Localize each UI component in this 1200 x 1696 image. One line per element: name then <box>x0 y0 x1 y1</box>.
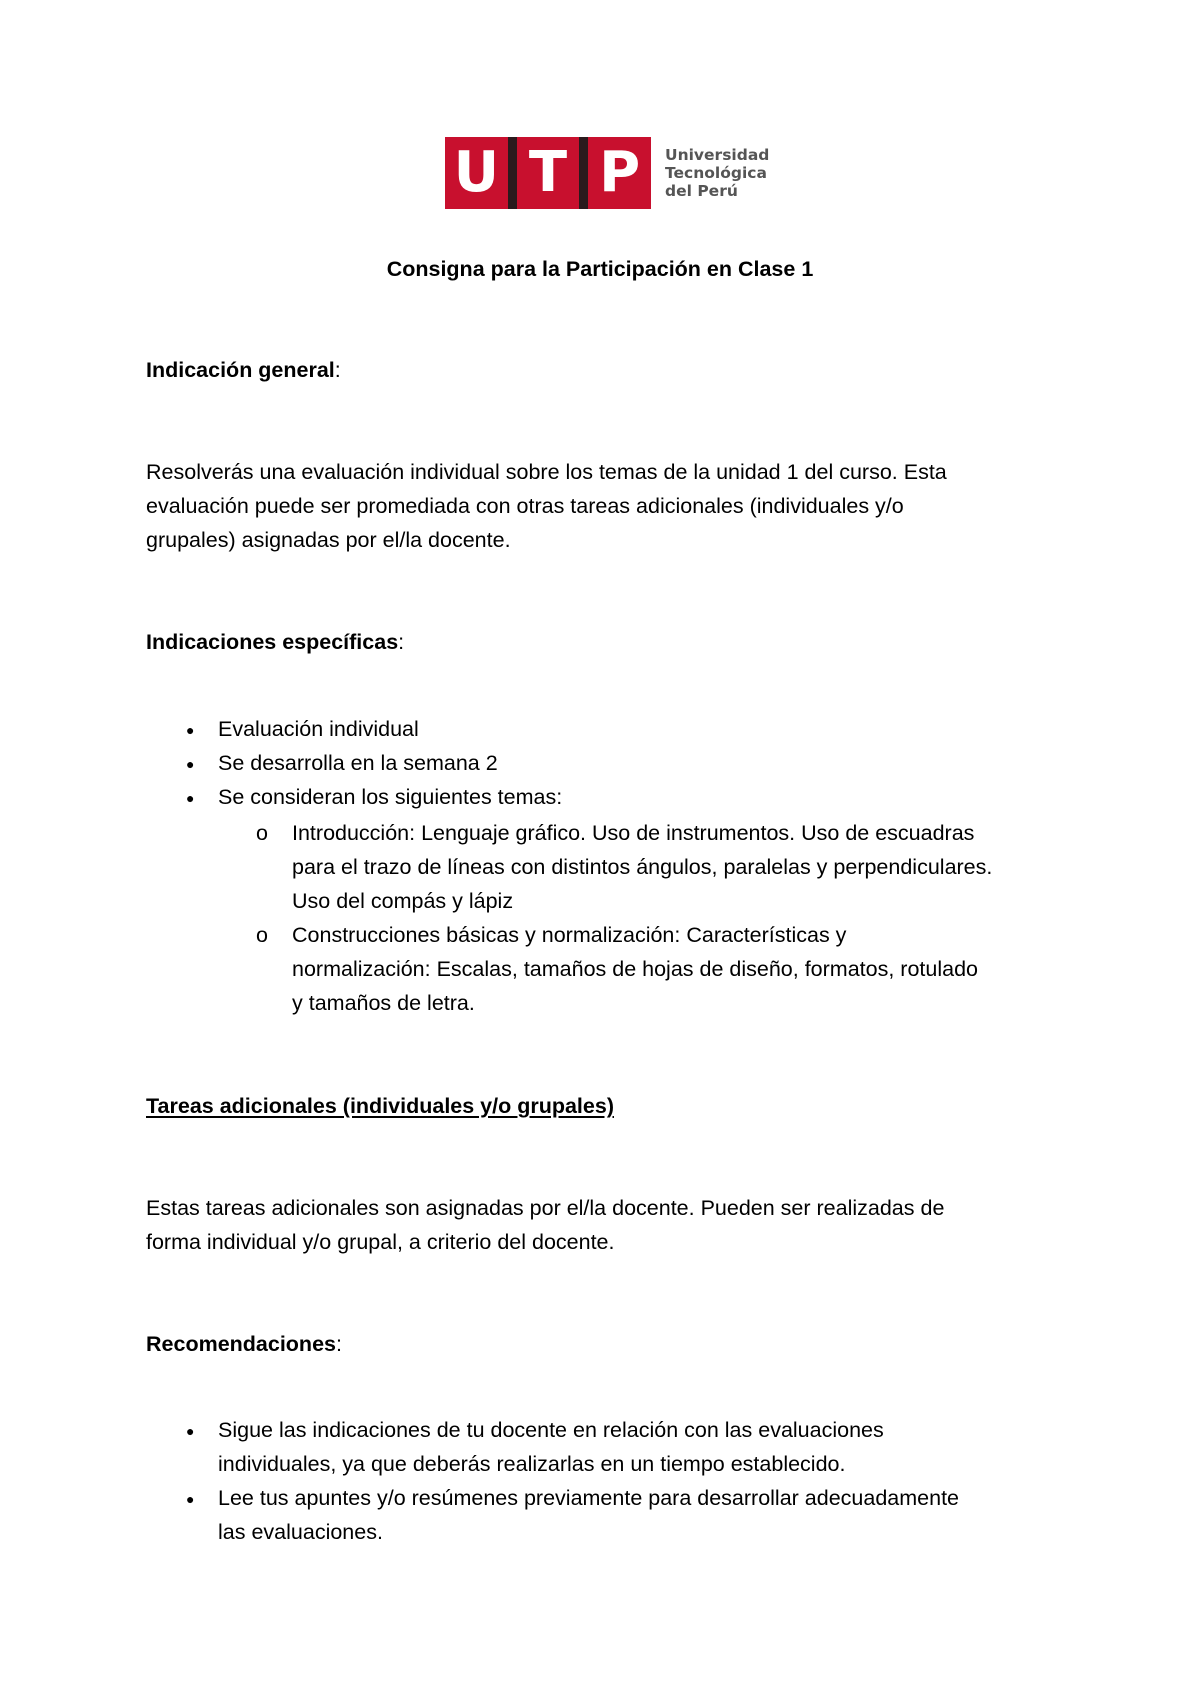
general-paragraph-line: evaluación puede ser promediada con otras tareas adicionales (individuales y/o <box>146 494 904 518</box>
bullet-icon: ● <box>186 790 195 806</box>
general-paragraph-line: grupales) asignadas por el/la docente. <box>146 528 511 552</box>
sub-list-item-line: normalización: Escalas, tamaños de hojas de diseño, formatos, rotulado <box>292 957 978 981</box>
utp-logo-mark <box>445 137 651 209</box>
logo-letter-u: U <box>453 140 500 205</box>
page-title: Consigna para la Participación en Clase 1 <box>386 257 814 281</box>
bullet-icon: ● <box>186 1491 195 1507</box>
general-paragraph-line: Resolverás una evaluación individual sobre los temas de la unidad 1 del curso. Esta <box>146 460 947 484</box>
list-item-line: Lee tus apuntes y/o resúmenes previamente para desarrollar adecuadamente <box>218 1486 960 1510</box>
sub-list-item-line: y tamaños de letra. <box>292 991 475 1015</box>
logo-institution-name <box>665 146 769 200</box>
logo-separator <box>579 137 588 209</box>
sub-list-item-line: para el trazo de líneas con distintos ángulos, paralelas y perpendiculares. <box>292 855 993 879</box>
general-heading-row: Indicación general: <box>146 358 341 382</box>
logo-separator <box>508 137 517 209</box>
list-item: Evaluación individual <box>218 717 419 741</box>
logo-name-line: del Perú <box>665 182 738 200</box>
recommendations-heading: Recomendaciones <box>146 1332 336 1356</box>
list-item: Se desarrolla en la semana 2 <box>218 751 498 775</box>
tasks-paragraph-line: Estas tareas adicionales son asignadas por el/la docente. Pueden ser realizadas de <box>146 1196 945 1220</box>
bullet-icon: ● <box>186 722 195 738</box>
general-heading: Indicación general <box>146 358 335 382</box>
logo-name-line: Tecnológica <box>665 164 767 182</box>
sub-list-item-line: Uso del compás y lápiz <box>292 889 514 913</box>
tasks-paragraph-line: forma individual y/o grupal, a criterio del docente. <box>146 1230 615 1254</box>
list-item-line: individuales, ya que deberás realizarlas en un tiempo establecido. <box>218 1452 846 1476</box>
recommendations-heading-row: Recomendaciones: <box>146 1332 342 1356</box>
list-item: Se consideran los siguientes temas: <box>218 785 563 809</box>
specific-heading-row: Indicaciones específicas: <box>146 630 405 654</box>
bullet-icon: ● <box>186 756 195 772</box>
utp-logo <box>445 137 770 209</box>
specific-heading: Indicaciones específicas <box>146 630 399 654</box>
tasks-heading: Tareas adicionales (individuales y/o grupales) <box>146 1094 614 1118</box>
logo-letter-p: P <box>599 140 641 205</box>
list-item-line: las evaluaciones. <box>218 1520 383 1544</box>
sub-bullet-icon: o <box>256 923 268 947</box>
list-item-line: Sigue las indicaciones de tu docente en relación con las evaluaciones <box>218 1418 884 1442</box>
logo-letter-t: T <box>528 140 568 205</box>
sub-bullet-icon: o <box>256 821 268 845</box>
logo-name-line: Universidad <box>665 146 770 164</box>
sub-list-item-line: Introducción: Lenguaje gráfico. Uso de instrumentos. Uso de escuadras <box>292 821 975 845</box>
bullet-icon: ● <box>186 1423 195 1439</box>
sub-list-item-line: Construcciones básicas y normalización: Características y <box>292 923 847 947</box>
